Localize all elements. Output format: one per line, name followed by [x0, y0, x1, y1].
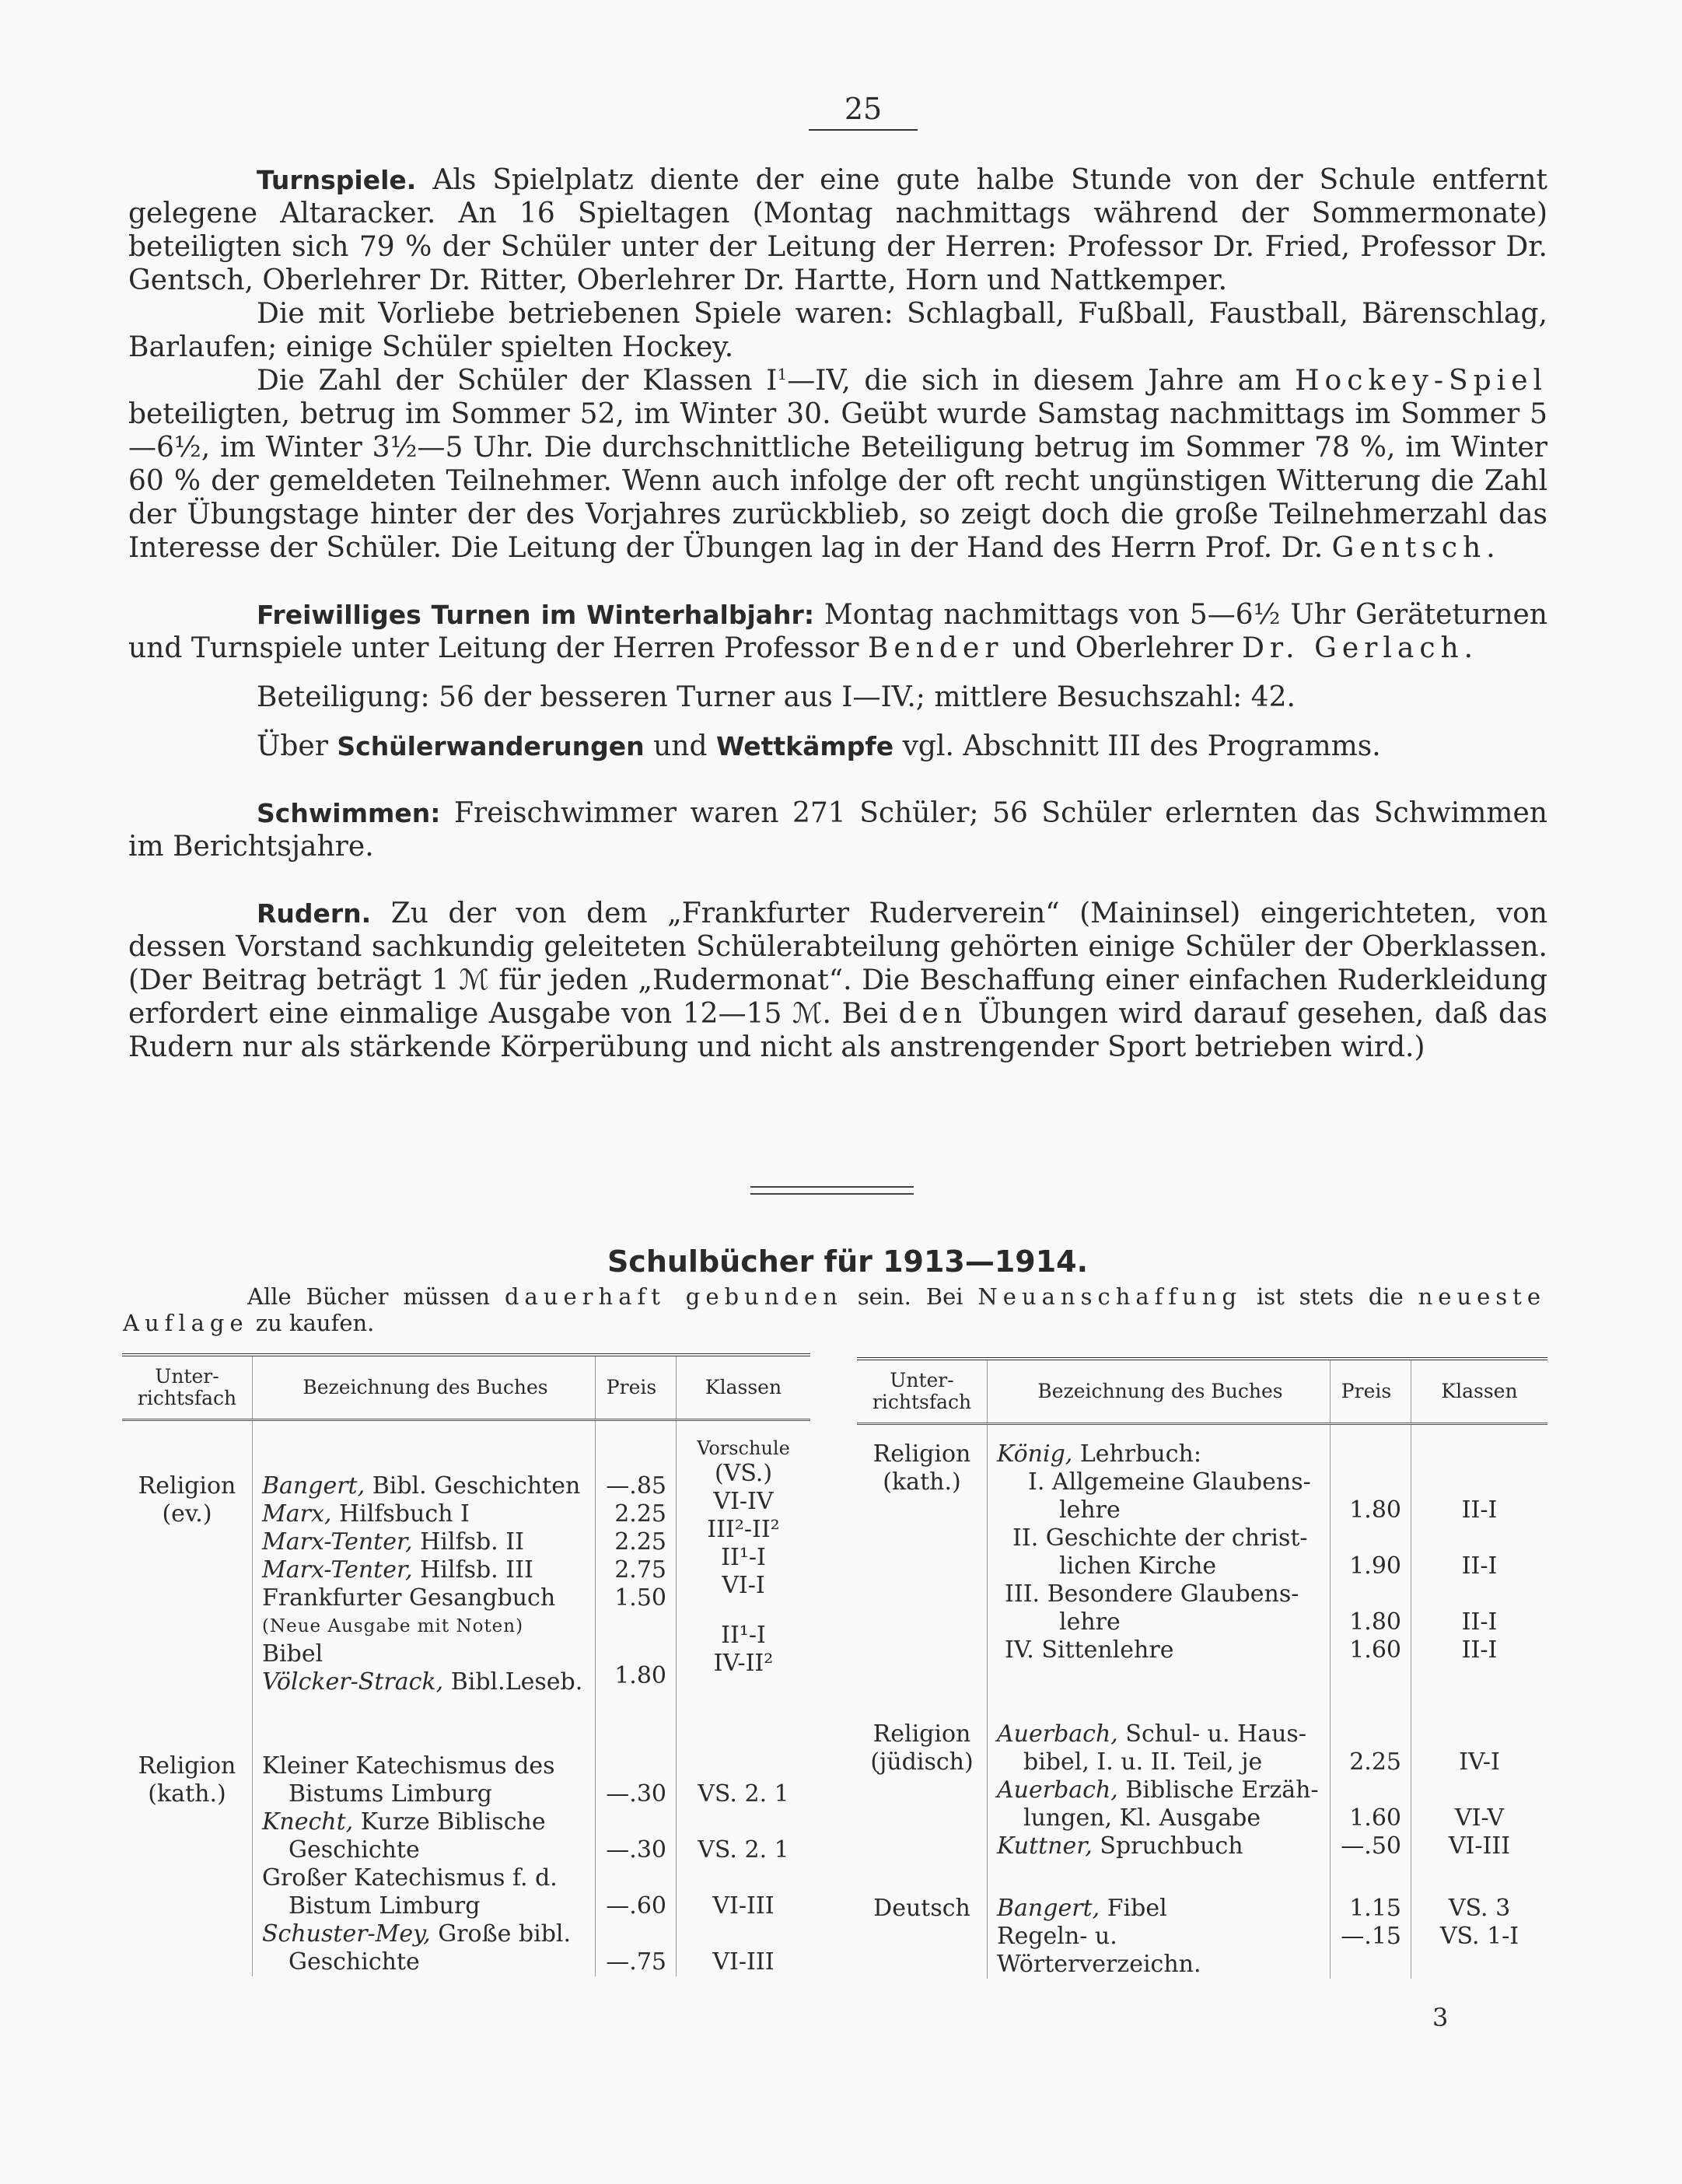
double-rule-divider: [750, 1186, 914, 1195]
freiwillig-heading: Freiwilliges Turnen im Winterhalbjahr:: [257, 600, 815, 630]
turnspiele-hockey-paragraph: Die Zahl der Schüler der Klassen $I^1—IV$, die sich in diesem Jahre am Hockey-Spiel beteiligten, betrug im Sommer 52, im Winter 30. Geübt wurde Samstag nachmittags im Sommer 5—6½, im Winter 3½—5 Uhr. Die durchschnittliche Beteiligung betrug im Sommer 78 %, im Winter 60 % der gemeldeten Teilnehmer. Wenn auch infolge der oft recht ungünstigen Witterung die Zahl der Übungstage hinter der des Vorjahres zurückblieb, so zeigt doch die große Teilnehmerzahl das Interesse der Schüler. Die Leitung der Übungen lag in der Hand des Herrn Prof. Dr. Gentsch.: [128, 365, 1548, 564]
turnspiele-text-1: Als Spielplatz diente der eine gute halbe Stunde von der Schule entfernt gelegene Altaracker. An 16 Spieltagen (Montag nachmittags während der Sommermonate) beteiligten sich 79 % der Schüler unter der Leitung der Herren: Professor Dr. Fried, Professor Dr. Gentsch, Oberlehrer Dr. Ritter, Oberlehrer Dr. Hartte, Horn und Nattkemper.: [128, 164, 1547, 296]
freiwillig-participation: Beteiligung: 56 der besseren Turner aus I—IV.; mittlere Besuchszahl: 42.: [257, 681, 1296, 713]
header-price: Preis: [596, 1355, 677, 1420]
table-row: Deutsch Bangert, Fibel Regeln- u. Wörterverzeichn. 1.15 —.15 VS. 3 VS. 1-I: [857, 1895, 1547, 1979]
table-header-row: [122, 1355, 810, 1420]
rudern-heading: Rudern.: [257, 898, 372, 929]
table-row: Religion (jüdisch) Auerbach, Schul- u. Haus- bibel, I. u. II. Teil, je Auerbach, Biblische Erzäh- lungen, Kl. Ausgabe Kuttner, Spruchbuch 2.25 1.60 —.50 IV-I VI-V VI-III: [857, 1720, 1547, 1860]
body-text: [128, 163, 1547, 1064]
header-classes: Klassen: [677, 1355, 811, 1420]
header-book: Bezeichnung des Buches: [253, 1355, 596, 1420]
schwimmen-paragraph: Schwimmen: Freischwimmer waren 271 Schüler; 56 Schüler erlernten das Schwimmen im Berichtsjahre.: [128, 797, 1547, 863]
signature-number: 3: [1432, 2003, 1449, 2032]
schwimmen-heading: Schwimmen:: [257, 798, 441, 828]
wanderungen-paragraph: Über Schülerwanderungen und Wettkämpfe vgl. Abschnitt III des Programms.: [257, 730, 1381, 762]
page-number: 25: [809, 92, 918, 131]
turnspiele-paragraph: [128, 163, 1547, 297]
table-header-row: Unter-richtsfach Bezeichnung des Buches Preis Klassen: [857, 1359, 1547, 1424]
header-subject: Unter-richtsfach: [122, 1355, 253, 1420]
rudern-paragraph: Rudern. Zu der von dem „Frankfurter Ruderverein“ (Maininsel) eingerichteten, von dessen Vorstand sachkundig geleiteten Schülerabteilung gehörten einige Schüler der Oberklassen. (Der Beitrag beträgt 1 ℳ für jeden „Rudermonat“. Die Beschaffung einer einfachen Ruderkleidung erfordert eine einmalige Ausgabe von 12—15 ℳ. Bei den Übungen wird darauf gesehen, daß das Rudern nur als stärkende Körperübung und nicht als anstrengender Sport betrieben wird.): [128, 898, 1547, 1063]
schulbuecher-note: Alle Bücher müssen dauerhaft gebunden sein. Bei Neuanschaffung ist stets die neueste Auflage zu kaufen.: [123, 1283, 1547, 1336]
freiwillig-paragraph: Freiwilliges Turnen im Winterhalbjahr: Montag nachmittags von 5—6½ Uhr Geräteturnen und Turnspiele unter Leitung der Herren Professor Bender und Oberlehrer Dr. Gerlach.: [128, 599, 1547, 664]
turnspiele-games-paragraph: Die mit Vorliebe betriebenen Spiele waren: Schlagball, Fußball, Faustball, Bärenschlag, Barlaufen; einige Schüler spielten Hockey.: [128, 298, 1547, 363]
schulbuecher-title: Schulbücher für 1913—1914.: [607, 1244, 1089, 1279]
table-row: Religion (ev.) Bangert, Bibl. Geschichten Marx, Hilfsbuch I Marx-Tenter, Hilfsb. II Marx-Tenter, Hilfsb. III Frankfurter Gesangbuch (Neue Ausgabe mit Noten) Bibel Völcker-Strack, Bibl.Leseb. —.85 2.25 2.25 2.75 1.50 1.80 Vorschule (VS.) VI-IV III²-II² II¹-I VI-I II¹-I IV-II²: [122, 1420, 810, 1697]
books-table-left: [122, 1353, 810, 1976]
books-table-right: [857, 1357, 1547, 1979]
table-row: Religion (kath.) Kleiner Katechismus des Bistums Limburg Knecht, Kurze Biblische Geschichte Großer Katechismus f. d. Bistum Limburg Schuster-Mey, Große bibl. Geschichte —.30 —.30 —.60 —.75 VS. 2. 1 VS. 2. 1 VI-III VI-III: [122, 1752, 810, 1976]
table-row: Religion (kath.) König, Lehrbuch: I. Allgemeine Glaubens- lehre II. Geschichte der christ- lichen Kirche III. Besondere Glaubens- lehre IV. Sittenlehre 1.80 1.90 1.80 1.60 II-I II-I II-I II-I: [857, 1424, 1547, 1665]
turnspiele-heading: Turnspiele.: [257, 165, 417, 195]
